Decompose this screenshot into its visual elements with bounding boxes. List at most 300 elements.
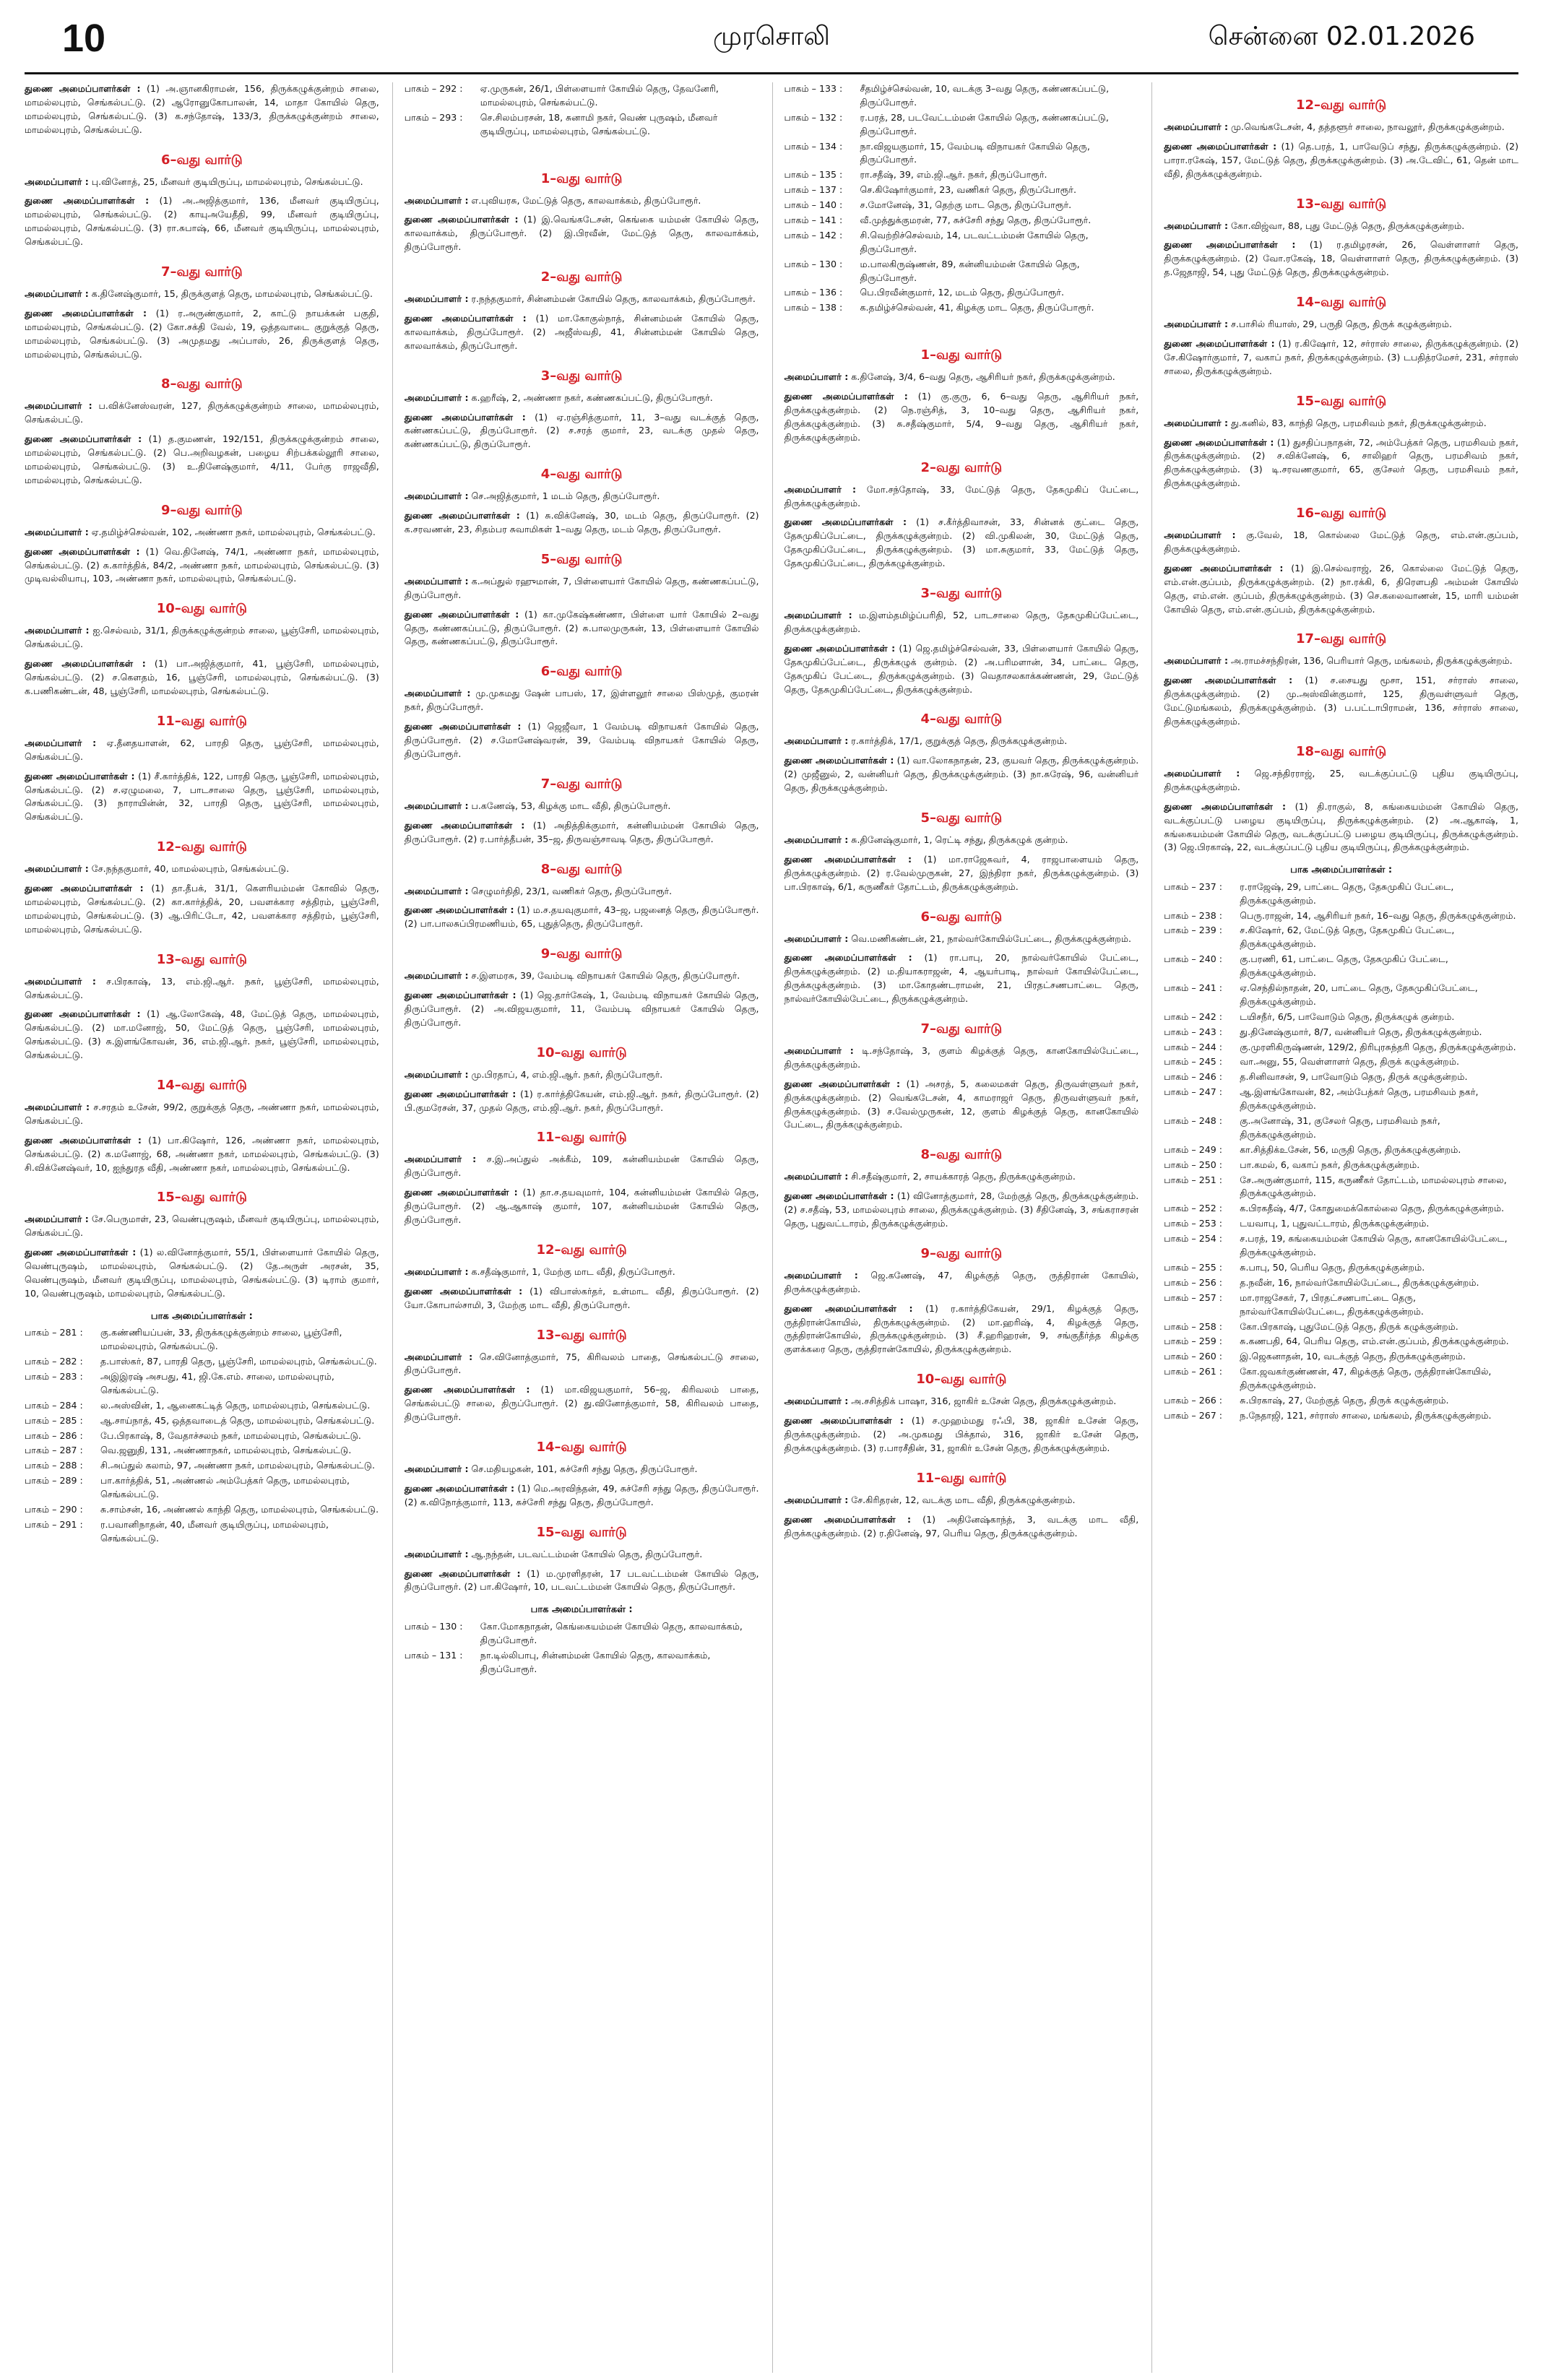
ward-heading: 4–வது வார்டு (540, 467, 623, 483)
member-entry (785, 1044, 1139, 1072)
member-details: எ.புவியரசு, மேட்டுத் தெரு, காலவாக்கம், திருப்போரூர். (471, 194, 701, 206)
booth-number: பாகம் – 247 : (1164, 1086, 1222, 1098)
role-label: அமைப்பாளர் : (1164, 220, 1228, 231)
newspaper-name: முரசொலி (713, 22, 830, 51)
ward-heading: 1–வது வார்டு (920, 347, 1003, 363)
member-entry (405, 608, 759, 649)
article-columns (25, 82, 1518, 2373)
role-label: அமைப்பாளர் : (25, 1213, 89, 1225)
member-entry (785, 1078, 1139, 1133)
role-label: அமைப்பாளர் : (404, 1351, 473, 1362)
booth-details: ஆ.இளங்கோவன், 82, அம்பேத்கர் தெரு, பரமசிவம் நகர், திருக்கழுக்குன்றம். (1240, 1086, 1479, 1112)
booth-number: பாகம் – 238 : (1164, 909, 1222, 921)
booth-number: பாகம் – 250 : (1164, 1159, 1222, 1170)
member-entry (785, 853, 1139, 894)
member-details: சி.சதீஷ்குமார், 2, சாயக்காரத் தெரு, திருக்கழுக்குன்றம். (851, 1171, 1076, 1182)
booth-details: கோ.ஜவகர்குண்ணன், 47, கிழக்குத் தெரு, ருத்திரான்கோயில், திருக்கழுக்குன்றம். (1240, 1366, 1492, 1391)
member-entry (405, 575, 759, 602)
role-label: துணை அமைப்பாளர்கள் : (784, 1190, 894, 1202)
member-entry (785, 932, 1139, 946)
member-details: (1) ச.முஹம்மது ரஃபி, 38, ஜாகிர் உசேன் தெரு, திருக்கழுக்குன்றம். (2) அ.முகமது பிக்தால், 316, ஜாகிர் உசேன் தெரு, திருக்கழுக்குன்றம். (3) ர.பாரசீதின், 31, ஜாகிர் உசேன் தெரு, திருக்கழுக்குன்றம். (784, 1415, 1139, 1453)
role-label: அமைப்பாளர் : (25, 176, 89, 187)
member-details: சே.நந்தகுமார், 40, மாமல்லபுரம், செங்கல்பட்டு. (91, 863, 290, 875)
member-entry (25, 1134, 379, 1175)
member-details: (1) அ.அஜித்குமார், 136, மீனவர் குடியிருப்பு, மாமல்லபுரம், செங்கல்பட்டு. (2) காயுஅயேதீதி, 99, மீனவர் குடியிருப்பு, மாமல்லபுரம், செங்கல்பட்டு. (3) ரா.சுபாஷ், 66, மீனவர் குடியிருப்பு, மாமல்லபுரம், செங்கல்பட்டு. (25, 195, 379, 248)
ward-heading: 12–வது வார்டு (156, 839, 247, 855)
role-label: அமைப்பாளர் : (25, 975, 96, 987)
booth-number: பாகம் – 251 : (1164, 1174, 1222, 1185)
booth-number: பாகம் – 130 : (404, 1620, 463, 1632)
booth-number: பாகம் – 245 : (1164, 1056, 1222, 1068)
role-label: துணை அமைப்பாளர்கள் : (404, 510, 520, 522)
booth-details: நா.விஜயகுமார், 15, வேம்படி விநாயகர் கோயில் தெரு, திருப்போரூர். (860, 140, 1090, 165)
booth-details: ர.பவானிநாதன், 40, மீனவர் குடியிருப்பு, மாமல்லபுரம், செங்கல்பட்டு. (100, 1518, 329, 1544)
booth-entry (25, 1399, 379, 1413)
role-label: அமைப்பாளர் : (404, 1463, 469, 1474)
role-label: துணை அமைப்பாளர்கள் : (404, 1088, 517, 1099)
booth-entry (785, 301, 1139, 315)
booth-entry (1164, 1217, 1518, 1231)
booth-number: பாகம் – 285 : (25, 1414, 83, 1426)
member-details: பு.வினோத், 25, மீனவர் குடியிருப்பு, மாமல்லபுரம், செங்கல்பட்டு. (91, 176, 363, 187)
booth-details: இ.ஜெகனாதன், 10, வடக்குத் தெரு, திருக்கழுக்குன்றம். (1240, 1351, 1466, 1362)
role-label: அமைப்பாளர் : (404, 293, 469, 305)
member-details: (1) ஜெ.தார்கேஷ், 1, வேம்படி விநாயகர் கோயில் தெரு, திருப்போரூர். (2) அ.விஜயகுமார், 11, வேம்படி விநாயகர் கோயில் தெரு, திருப்போரூர். (404, 990, 759, 1028)
member-details: செழுமர்திதி, 23/1, வணிகர் தெரு, திருப்போரூர். (471, 885, 673, 896)
booth-number: பாகம் – 130 : (784, 258, 843, 269)
member-details: (1) சு.விக்னேஷ், 30, மடம் தெரு, திருப்போரூர். (2) க.சரவணன், 23, சிதம்பர சுவாமிகள் 1–வது தெரு, மடம் தெரு, திருப்போரூர். (404, 510, 759, 535)
member-details: சே.கிரிதரன், 12, வடக்கு மாட வீதி, திருக்கழுக்குன்றம். (851, 1494, 1076, 1505)
booth-number: பாகம் – 243 : (1164, 1026, 1222, 1037)
role-label: துணை அமைப்பாளர்கள் : (784, 1078, 901, 1089)
member-entry (25, 882, 379, 937)
member-details: (1) ர.அருண்குமார், 2, காட்டு நாயக்கன் பகுதி, மாமல்லபுரம், செங்கல்பட்டு. (2) கோ.சக்தி வேல், 19, ஒத்தவாடை குறுக்குத் தெரு, மாமல்லபுரம், செங்கல்பட்டு. (3) அமுதமது அப்பாஸ், 26, திருக்குளத் தெரு, மாமல்லபுரம், செங்கல்பட்டு. (25, 307, 379, 360)
booth-details: வெ.ஜனுதி, 131, அண்ணாநகர், மாமல்லபுரம், செங்கல்பட்டு. (100, 1445, 352, 1456)
ward-heading: 7–வது வார்டு (920, 1021, 1003, 1037)
member-entry (25, 737, 379, 764)
role-label: துணை அமைப்பாளர்கள் : (1164, 436, 1274, 448)
member-details: ஜெ.கணேஷ், 47, கிழக்குத் தெரு, ருத்திரான் கோயில், திருக்கழுக்குன்றம். (784, 1269, 1139, 1294)
member-entry (405, 1068, 759, 1082)
role-label: துணை அமைப்பாளர்கள் : (404, 819, 525, 831)
booth-number: பாகம் – 293 : (404, 111, 463, 123)
role-label: அமைப்பாளர் : (25, 1101, 90, 1112)
member-details: க.சதீஷ்குமார், 1, மேற்கு மாட வீதி, திருப்போரூர். (471, 1265, 675, 1277)
booth-number: பாகம் – 281 : (25, 1327, 83, 1338)
booth-details: சீதமிழ்ச்செல்வன், 10, வடக்கு 3–வது தெரு, கண்ணகப்பட்டு, திருப்போரூர். (860, 83, 1110, 108)
member-entry (1164, 337, 1518, 378)
booth-number: பாகம் – 258 : (1164, 1320, 1222, 1332)
role-label: துணை அமைப்பாளர்கள் : (404, 1567, 521, 1579)
ward-heading: 5–வது வார்டு (540, 551, 623, 567)
member-entry (1164, 654, 1518, 668)
member-details: (1) இ.செல்வராஜ், 26, கொல்லை மேட்டுத் தெரு, எம்.என்.குப்பம், திருக்கழுக்குன்றம். (2) நா.ரக்கி, 6, திரௌபதி அம்மன் கோயில் தெரு, எம்.என். குப்பம், திருக்கழுக்குன்றம். (3) செ.கலைவாணன், 15, மாரி யம்மன் கோயில் தெரு, எம்.என்.குப்பம், திருக்கழுக்குன்றம். (1164, 562, 1518, 615)
role-label: துணை அமைப்பாளர்கள் : (784, 755, 894, 766)
booth-entry (1164, 1394, 1518, 1408)
member-details: ச.பிரகாஷ், 13, எம்.ஜி.ஆர். நகர், பூஞ்சேரி, மாமல்லபுரம், செங்கல்பட்டு. (25, 975, 379, 1000)
booth-entry (785, 183, 1139, 197)
member-details: (1) அதினேஷ்காந்த், 3, வடக்கு மாட வீதி, திருக்கழுக்குன்றம். (2) ர.தினேஷ், 97, பெரிய தெரு, திருக்கழுக்குன்றம். (784, 1513, 1139, 1539)
member-entry (785, 1190, 1139, 1231)
booth-details: சி.அப்துல் கலாம், 97, அண்ணா நகர், மாமல்லபுரம், செங்கல்பட்டு. (100, 1460, 375, 1471)
ward-heading: 8–வது வார்டு (161, 376, 243, 392)
booth-entry (1164, 1409, 1518, 1423)
member-details: ச.பாசில் ரியாஸ், 29, பருதி தெரு, திருக் கழுக்குன்றம். (1231, 319, 1452, 330)
role-label: துணை அமைப்பாளர்கள் : (1164, 338, 1275, 350)
booth-number: பாகம் – 249 : (1164, 1143, 1222, 1155)
member-details: (1) ரா.பாபு, 20, நால்வர்கோயில் பேட்டை, திருக்கழுக்குன்றம். (2) ம.தியாகராஜன், 4, ஆயர்பாடி, நால்வர் கோயில்பேட்டை, திருக்கழுக்குன்றம். (3) மா.கோதண்டராமன், 21, பிரதட்சணபாட்டை தெரு, நால்வர்கோயில்பேட்டை, திருக்கழுக்குன்றம். (784, 952, 1139, 1005)
member-entry (785, 951, 1139, 1006)
member-entry (25, 399, 379, 427)
role-label: அமைப்பாளர் : (784, 1395, 849, 1407)
member-entry (405, 293, 759, 306)
role-label: அமைப்பாளர் : (404, 1265, 469, 1277)
member-details: (1) மா.கோகுல்நாத், சின்னம்மன் கோயில் தெரு, காலவாக்கம், திருப்போரூர். (2) அஜீஸ்வதி, 41, சின்னம்மன் கோயில் தெரு, காலவாக்கம், திருப்போரூர். (404, 313, 759, 351)
member-details: க.தினேஷ், 3/4, 6–வது தெரு, ஆசிரியர் நகர், திருக்கழுக்குன்றம். (851, 371, 1115, 383)
member-entry (1164, 529, 1518, 556)
member-entry (405, 312, 759, 353)
member-entry (1164, 121, 1518, 134)
role-label: அமைப்பாளர் : (1164, 767, 1240, 779)
ward-heading: 17–வது வார்டு (1295, 631, 1387, 647)
member-entry (785, 754, 1139, 795)
member-entry (25, 307, 379, 362)
booth-number: பாகம் – 242 : (1164, 1011, 1222, 1022)
member-details: (1) ச.கீர்த்திவாசன், 33, சின்னக் குட்டை தெரு, தேசுமுகிப்பேட்டை, திருக்கழுக்குன்றம். (2) வி.முகிலன், 30, மேட்டுத் தெரு, தேசுமுகிப்பேட்டை, திருக்கழுக்குன்றம். (3) மா.சுகுமார், 33, மேட்டுத் தெரு, தேசுமுகிப்பேட்டை, திருக்கழுக்குன்றம். (784, 516, 1139, 569)
member-entry (405, 1567, 759, 1595)
member-details: (1) ம.முரளிதரன், 17 படவட்டம்மன் கோயில் தெரு, திருப்போரூர். (2) பா.கிஷோர், 10, படவட்டம்மன் கோயில் தெரு, திருப்போரூர். (404, 1567, 759, 1593)
booth-details: ந.நேதாஜி, 121, சர்ராஸ் சாலை, மங்கலம், திருக்கழுக்குன்றம். (1240, 1409, 1492, 1421)
member-details: அ.சசித்திக் பாஷா, 316, ஜாகிர் உசேன் தெரு, திருக்கழுக்குன்றம். (851, 1395, 1117, 1407)
ward-heading: 10–வது வார்டு (536, 1044, 627, 1060)
booth-details: டயவாபு, 1, புதுவட்டாரம், திருக்கழுக்குன்றம். (1240, 1218, 1430, 1229)
member-details: (1) கு.குரு, 6, 6–வது தெரு, ஆசிரியர் நகர், திருக்கழுக்குன்றம். (2) நெ.ரஞ்சித், 3, 10–வது தெரு, ஆசிரியர் நகர், திருக்கழுக்குன்றம். (3) சு.சதீஷ்குமார், 5/4, 9–வது தெரு, ஆசிரியர் நகர், திருக்கழுக்குன்றம். (784, 391, 1139, 443)
role-label: துணை அமைப்பாளர்கள் : (1164, 562, 1284, 574)
member-details: (1) ர.கிஷோர், 12, சர்ராஸ் சாலை, திருக்கழுக்குன்றம். (2) சே.கிஷோர்குமார், 7, வகாப் நகர், திருக்கழுக்குன்றம். (3) டபதித்ரமேசர், 231, சர்ராஸ் சாலை, திருக்கழுக்குன்றம். (1164, 338, 1518, 376)
member-details: மு.வெங்கடேசன், 4, தத்தளூர் சாலை, நாவலூர், திருக்கழுக்குன்றம். (1231, 121, 1505, 132)
booth-entry (1164, 1026, 1518, 1039)
member-details: வெ.மணிகண்டன், 21, நால்வர்கோயில்பேட்டை, திருக்கழுக்குன்றம். (851, 932, 1131, 944)
ward-heading: 6–வது வார்டு (920, 909, 1003, 925)
member-entry (405, 1548, 759, 1562)
member-entry (405, 1153, 759, 1180)
role-label: அமைப்பாளர் : (784, 1494, 849, 1505)
booth-entry (1164, 1159, 1518, 1172)
ward-heading: 14–வது வார்டு (156, 1077, 247, 1093)
booth-entry (1164, 1055, 1518, 1069)
member-details: க.அப்துல் ரஹுமான், 7, பிள்ளையார் கோயில் தெரு, கண்ணகப்பட்டு, திருப்போரூர். (404, 575, 759, 600)
ward-heading: 7–வது வார்டு (161, 264, 243, 280)
booth-number: பாகம் – 239 : (1164, 925, 1222, 936)
member-details: (1) ல.வினோத்குமார், 55/1, பிள்ளையார் கோயில் தெரு, வெண்புருஷம், மாமல்லபுரம், செங்கல்பட்டு. (2) தே.அருள் அரசன், 35, வெண்புருஷம், மீனவர் குடியிருப்பு, மாமல்லபுரம், செங்கல்பட்டு. (3) டிராம் குமார், 10, வெண்புருஷம், மாமல்லபுரம், செங்கல்பட்டு. (25, 1247, 379, 1299)
section-subheading: பாக அமைப்பாளர்கள் : (150, 1310, 253, 1322)
booth-details: கு.முரளிகிருஷ்ணன், 129/2, திரிபுரசுந்தரி தெரு, திருக்கழுக்குன்றம். (1240, 1041, 1516, 1052)
member-details: (1) ஏ.ரஞ்சித்குமார், 11, 3–வது வடக்குத் தெரு, கண்ணகப்பட்டு, திருப்போரூர். (2) ச.சரத் குமார், 23, வடக்கு முதல் தெரு, கண்ணகப்பட்டு, திருப்போரூர். (404, 411, 759, 450)
member-entry (785, 1494, 1139, 1507)
role-label: அமைப்பாளர் : (1164, 121, 1228, 132)
booth-number: பாகம் – 142 : (784, 229, 843, 241)
member-entry (25, 624, 379, 652)
booth-number: பாகம் – 252 : (1164, 1203, 1222, 1214)
booth-details: சி.வெற்றிச்செல்வம், 14, படவட்டம்மன் கோயில் தெரு, திருப்போரூர். (860, 229, 1089, 254)
member-entry (405, 904, 759, 931)
member-entry (405, 1383, 759, 1424)
member-entry (785, 516, 1139, 571)
ward-heading: 15–வது வார்டு (536, 1524, 627, 1540)
member-details: (1) ஆ.லோகேஷ், 48, மேட்டுத் தெரு, மாமல்லபுரம், செங்கல்பட்டு. (2) மா.மனோஜ், 50, மேட்டுத் தெரு, பூஞ்சேரி, மாமல்லபுரம், செங்கல்பட்டு. (3) சு.இளங்கோவன், 36, எம்.ஜி.ஆர். நகர், பூஞ்சேரி, மாமல்லபுரம், செங்கல்பட்டு. (25, 1008, 379, 1061)
ward-heading: 7–வது வார்டு (540, 776, 623, 792)
ward-heading: 15–வது வார்டு (156, 1190, 247, 1206)
member-details: ச.இ.அப்துல் அக்கீம், 109, கன்னியம்மன் கோயில் தெரு, திருப்போரூர். (404, 1154, 759, 1179)
member-entry (405, 687, 759, 714)
ward-heading: 1–வது வார்டு (540, 170, 623, 186)
member-entry (1164, 417, 1518, 430)
member-details: (1) ர.கார்த்திகேயன், எம்.ஜி.ஆர். நகர், திருப்போரூர். (2) பி.குமரேசன், 37, முதல் தெரு, எம்.ஜி.ஆர். நகர், திருப்போரூர். (404, 1088, 759, 1113)
member-entry (25, 975, 379, 1003)
member-details: (1) பா.அஜித்குமார், 41, பூஞ்சேரி, மாமல்லபுரம், செங்கல்பட்டு. (2) ச.கௌதம், 16, பூஞ்சேரி, மாமல்லபுரம், செங்கல்பட்டு. (3) க.பணிகண்டன், 48, பூஞ்சேரி, மாமல்லபுரம், செங்கல்பட்டு. (25, 658, 379, 696)
booth-entry (25, 1326, 379, 1354)
booth-entry (1164, 880, 1518, 908)
role-label: துணை அமைப்பாளர்கள் : (25, 433, 142, 445)
member-details: செ.மதியழகன், 101, சுச்சேரி சந்து தெரு, திருப்போரூர். (471, 1463, 698, 1474)
role-label: துணை அமைப்பாளர்கள் : (784, 516, 907, 528)
role-label: துணை அமைப்பாளர்கள் : (404, 1285, 523, 1297)
role-label: அமைப்பாளர் : (404, 1548, 469, 1559)
role-label: துணை அமைப்பாளர்கள் : (404, 214, 519, 225)
member-entry (25, 657, 379, 698)
role-label: அமைப்பாளர் : (1164, 417, 1228, 428)
booth-number: பாகம் – 131 : (404, 1649, 463, 1661)
booth-entry (785, 82, 1139, 110)
member-entry (25, 526, 379, 540)
ward-heading: 13–வது வார்டு (536, 1327, 627, 1343)
role-label: அமைப்பாளர் : (404, 1068, 469, 1080)
member-entry (785, 1269, 1139, 1297)
role-label: துணை அமைப்பாளர்கள் : (25, 1247, 137, 1258)
booth-details: ச.பரத், 19, சுங்கையம்மன் கோயில் தெரு, கானகோயில்பேட்டை, திருக்கழுக்குன்றம். (1240, 1233, 1508, 1258)
member-details: (1) த.குமணன், 192/151, திருக்கழுக்குன்றம் சாலை, மாமல்லபுரம், செங்கல்பட்டு. (2) பெ.அறிவழகன், பழைய சிற்பக்கல்லூரி சாலை, மாமல்லபுரம், செங்கல்பட்டு. (3) உ.தினேஷ்குமார், 4/11, பேர்கு ராஜவீதி, மாமல்லபுரம், செங்கல்பட்டு. (25, 433, 379, 485)
booth-entry (1164, 924, 1518, 951)
booth-number: பாகம் – 256 : (1164, 1276, 1222, 1288)
role-label: துணை அமைப்பாளர்கள் : (25, 658, 146, 670)
member-details: (1) அ.ஞானகிராமன், 156, திருக்கழுக்குன்றம் சாலை, மாமல்லபுரம், செங்கல்பட்டு. (2) ஆரோனுகோபாலன், 14, மாதா கோயில் தெரு, மாமல்லபுரம், செங்கல்பட்டு. (3) க.சந்தோஷ், 133/3, திருக்கழுக்குன்றம் சாலை, மாமல்லபுரம், செங்கல்பட்டு. (25, 83, 379, 135)
booth-number: பாகம் – 288 : (25, 1460, 83, 1471)
booth-details: வா.அனு, 55, வெள்ளாளர் தெரு, திருக் கழுக்குன்றம். (1240, 1056, 1459, 1068)
role-label: அமைப்பாளர் : (404, 800, 469, 811)
member-details: (1) ஜெ.தமிழ்ச்செல்வன், 33, பிள்ளையார் கோயில் தெரு, தேசுமுகிப்பேட்டை, திருக்கழுக் குன்றம். (2) அ.பரிமளான், 34, பாட்டை தெரு, தேசுமுகிப் பேட்டை, திருக்கழுக்குன்றம். (3) வெதாசலகாக்கண்ணன், 29, மேட்டுத் தெரு, தேசுமுகிப்பேட்டை, திருக்கழுக்குன்றம். (784, 642, 1139, 695)
booth-entry (405, 111, 759, 139)
member-entry (785, 390, 1139, 445)
member-details: ஐ.செல்வம், 31/1, திருக்கழுக்குன்றம் சாலை, பூஞ்சேரி, மாமல்லபுரம், செங்கல்பட்டு. (25, 625, 379, 650)
member-entry (405, 213, 759, 254)
booth-number: பாகம் – 260 : (1164, 1351, 1222, 1362)
member-details: (1) ம.ச.தயவுகுமார், 43–ஜ, பஜனைத் தெரு, திருப்போரூர். (2) பா.பாலசுப்பிரமணியம், 65, புதுத்தெரு, திருப்போரூர். (404, 904, 759, 930)
member-details: (1) இ.வெங்கடேசன், கெங்கை யம்மன் கோயில் தெரு, காலவாக்கம், திருப்போரூர். (2) இ.பிரவீன், மேட்டுத் தெரு, காலவாக்கம், திருப்போரூர். (404, 214, 759, 253)
booth-details: கா.சித்திக்உசேன், 56, மருதி தெரு, திருக்கழுக்குன்றம். (1240, 1143, 1461, 1155)
booth-entry (1164, 1335, 1518, 1349)
booth-details: த.நவீன், 16, நால்வர்கோயில்பேட்டை, திருக்கழுக்குன்றம். (1240, 1276, 1479, 1288)
booth-entry (1164, 1261, 1518, 1275)
booth-entry (405, 1620, 759, 1648)
member-details: (1) சீ.கார்த்திக், 122, பாரதி தெரு, பூஞ்சேரி, மாமல்லபுரம், செங்கல்பட்டு. (2) ச.ஏழுமலை, 7, பாடசாலை தெரு, பூஞ்சேரி, மாமல்லபுரம், செங்கல்பட்டு. (3) நாராயின்ன், 32, பாரதி தெரு, பூஞ்சேரி, மாமல்லபுரம், செங்கல்பட்டு. (25, 770, 379, 823)
column-3 (772, 82, 1139, 2373)
booth-number: பாகம் – 282 : (25, 1356, 83, 1367)
ward-heading: 8–வது வார்டு (920, 1147, 1003, 1163)
member-details: (1) வினோத்குமார், 28, மேற்குத் தெரு, திருக்கழுக்குன்றம். (2) ச.சதீஷ், 53, மாமல்லபுரம் சாலை, திருக்கழுக்குன்றம். (3) சீதினேஷ், 3, சங்கராசரன் தெரு, புதுவட்டாரம், திருக்கழுக்குன்றம். (784, 1190, 1139, 1229)
ward-heading: 18–வது வார்டு (1295, 743, 1387, 759)
spacer (405, 140, 759, 156)
member-details: க.ஹரீஷ், 2, அண்ணா நகர், கண்ணகப்பட்டு, திருப்போரூர். (471, 391, 713, 403)
booth-entry (25, 1444, 379, 1458)
role-label: துணை அமைப்பாளர்கள் : (25, 545, 140, 557)
member-details: (1) துசதிப்பநாதன், 72, அம்பேத்கர் தெரு, பரமசிவம் நகர், திருக்கழுக்குன்றம். (2) ச.விக்னேஷ், 6, சாலிஹர் தெரு, பரமசிவம் நகர், திருக்கழுக்குன்றம். (3) டி.சரவணகுமார், 65, குசேலர் தெரு, பரமசிவம் நகர், திருக்கழுக்குன்றம். (1164, 436, 1518, 489)
member-entry (405, 1285, 759, 1312)
member-entry (405, 509, 759, 537)
booth-number: பாகம் – 257 : (1164, 1291, 1222, 1303)
role-label: துணை அமைப்பாளர்கள் : (784, 853, 912, 865)
role-label: துணை அமைப்பாளர்கள் : (25, 307, 147, 319)
ward-heading: 16–வது வார்டு (1295, 506, 1387, 522)
member-entry (785, 1170, 1139, 1184)
booth-details: ல.அஸ்வின், 1, ஆனைகட்டித் தெரு, மாமல்லபுரம், செங்கல்பட்டு. (100, 1399, 371, 1411)
member-entry (405, 1482, 759, 1510)
role-label: துணை அமைப்பாளர்கள் : (404, 411, 526, 423)
booth-number: பாகம் – 132 : (784, 111, 843, 123)
booth-details: நா.டில்லிபாபு, சின்னம்மன் கோயில் தெரு, காலவாக்கம், திருப்போரூர். (480, 1649, 711, 1674)
role-label: துணை அமைப்பாளர்கள் : (25, 195, 150, 207)
member-details: டி.சந்தோஷ், 3, குளம் கிழக்குத் தெரு, கானகோயில்பேட்டை, திருக்கழுக்குன்றம். (784, 1044, 1139, 1070)
member-entry (405, 885, 759, 899)
member-entry (405, 989, 759, 1030)
booth-number: பாகம் – 244 : (1164, 1041, 1222, 1052)
role-label: அமைப்பாளர் : (404, 391, 469, 403)
member-entry (405, 1463, 759, 1476)
booth-number: பாகம் – 254 : (1164, 1233, 1222, 1245)
member-details: (1) விபாஸ்கர்தர், உள்மாட வீதி, திருப்போரூர். (2) யோ.கோபால்சாமி, 3, மேற்கு மாட வீதி, திருப்போரூர். (404, 1285, 759, 1310)
booth-number: பாகம் – 267 : (1164, 1409, 1222, 1421)
ward-heading: 10–வது வார்டு (916, 1372, 1007, 1388)
ward-heading: 11–வது வார்டு (916, 1470, 1007, 1486)
ward-heading: 14–வது வார்டு (536, 1439, 627, 1455)
role-label: அமைப்பாளர் : (784, 1044, 854, 1056)
booth-details: ர.பரத், 28, படவேட்டம்மன் கோயில் தெரு, கண்ணகப்பட்டு, திருப்போரூர். (860, 111, 1109, 137)
member-entry (25, 82, 379, 137)
booth-number: பாகம் – 291 : (25, 1518, 83, 1530)
member-details: (1) மெ.அரவிந்தன், 49, சுச்சேரி சந்து தெரு, திருப்போரூர். (2) க.விநோத்குமார், 113, சுச்சேரி சந்து தெரு, திருப்போரூர். (404, 1482, 759, 1507)
member-entry (1164, 318, 1518, 332)
member-entry (405, 969, 759, 983)
role-label: துணை அமைப்பாளர்கள் : (25, 770, 135, 782)
booth-details: ம.பாலகிருஷ்ணன், 89, கன்னியம்மன் கோயில் தெரு, திருப்போரூர். (860, 258, 1080, 283)
member-entry (405, 819, 759, 847)
member-entry (1164, 238, 1518, 280)
booth-entry (785, 214, 1139, 228)
booth-entry (785, 229, 1139, 256)
booth-details: சு.பாபு, 50, பெரிய தெரு, திருக்கழுக்குன்றம். (1240, 1261, 1425, 1273)
role-label: துணை அமைப்பாளர்கள் : (404, 904, 514, 916)
member-entry (1164, 436, 1518, 491)
role-label: அமைப்பாளர் : (784, 735, 849, 747)
ward-heading: 14–வது வார்டு (1295, 295, 1387, 311)
member-entry (25, 1008, 379, 1063)
role-label: அமைப்பாளர் : (1164, 529, 1236, 541)
ward-heading: 10–வது வார்டு (156, 601, 247, 617)
booth-number: பாகம் – 284 : (25, 1399, 83, 1411)
member-details: (1) தி.ராகுல், 8, சுங்கையம்மன் கோயில் தெரு, வடக்குப்பட்டு பழைய குடியிருப்பு, திருக்கழுக்குன்றம். (2) அ.ஆகாஷ், 1, சுங்கையம்மன் கோயில் தெரு, வடக்குப்பட்டு பழைய குடியிருப்பு, திருக்கழுக்குன்றம். (3) ஜெ.பிரகாஷ், 22, வடக்குப்பட்டு புதிய குடியிருப்பு, திருக்கழுக்குன்றம். (1164, 800, 1518, 853)
member-details: (1) ஜெஜீவா, 1 வேம்படி விநாயகர் கோயில் தெரு, திருப்போரூர். (2) ச.மோனேஷ்வரன், 39, வேம்படி விநாயகர் கோயில் தெரு, திருப்போரூர். (404, 721, 759, 759)
ward-heading: 6–வது வார்டு (161, 152, 243, 168)
booth-number: பாகம் – 259 : (1164, 1336, 1222, 1347)
booth-entry (25, 1459, 379, 1473)
booth-details: சே.அருண்குமார், 115, கருணீகர் தோட்டம், மாமல்லபுரம் சாலை, திருக்கழுக்குன்றம். (1240, 1174, 1507, 1199)
member-entry (405, 411, 759, 452)
role-label: துணை அமைப்பாளர்கள் : (404, 1384, 530, 1395)
booth-number: பாகம் – 135 : (784, 169, 843, 181)
role-label: துணை அமைப்பாளர்கள் : (784, 642, 896, 654)
booth-number: பாகம் – 290 : (25, 1503, 83, 1515)
booth-number: பாகம் – 248 : (1164, 1115, 1222, 1127)
role-label: அமைப்பாளர் : (25, 526, 89, 537)
booth-details: கோ.மோகநாதன், கெங்கையம்மன் கோயில் தெரு, காலவாக்கம், திருப்போரூர். (480, 1620, 743, 1645)
member-details: ஜெ.சந்திரராஜ், 25, வடக்குப்பட்டு புதிய குடியிருப்பு, திருக்கழுக்குன்றம். (1164, 767, 1518, 792)
role-label: அமைப்பாளர் : (404, 194, 469, 206)
booth-details: கு.கண்ணியப்பன், 33, திருக்கழுக்குன்றம் சாலை, பூஞ்சேரி, மாமல்லபுரம், செங்கல்பட்டு. (100, 1327, 342, 1352)
role-label: அமைப்பாளர் : (784, 1269, 858, 1281)
booth-entry (1164, 1011, 1518, 1024)
role-label: துணை அமைப்பாளர்கள் : (784, 391, 908, 402)
booth-number: பாகம் – 292 : (404, 83, 463, 94)
member-entry (1164, 562, 1518, 617)
member-entry (785, 1513, 1139, 1541)
booth-entry (1164, 982, 1518, 1009)
member-details: (1) ர.கார்த்திகேயன், 29/1, கிழக்குத் தெரு, ருத்திரான்கோயில், திருக்கழுக்குன்றம். (2) மா.ஹரிஷ், 4, கிழக்குத் தெரு, ருத்திரான்கோயில், திருக்கழுக்குன்றம். (3) சீ.ஹரிஹரன், 9, சங்குதீர்த்த கிழக்கு குளக்கரை தெரு, ருத்திரான்கோயில், திருக்கழுக்குன்றம். (784, 1302, 1139, 1355)
role-label: அமைப்பாளர் : (404, 688, 471, 699)
member-entry (25, 545, 379, 587)
member-entry (405, 1351, 759, 1378)
member-entry (25, 194, 379, 249)
booth-entry (1164, 1320, 1518, 1334)
member-details: (1) அதித்திக்குமார், கன்னியம்மன் கோயில் தெரு, திருப்போரூர். (2) ர.பார்த்தீபன், 35–ஜ, திருவஞ்சாவடி தெரு, திருப்போரூர். (404, 819, 759, 844)
ward-heading: 9–வது வார்டு (920, 1245, 1003, 1261)
member-entry (785, 371, 1139, 384)
member-entry (25, 433, 379, 488)
member-details: மோ.சந்தோஷ், 33, மேட்டுத் தெரு, தேசுமுகிப் பேட்டை, திருக்கழுக்குன்றம். (784, 483, 1139, 509)
member-details: (1) கா.முகேஷ்கண்ணா, பிள்ளை யார் கோயில் 2–வது தெரு, கண்ணகப்பட்டு, திருப்போரூர். (2) சு.பாலமுருகன், 13, பிள்ளையார் கோயில் தெரு, கண்ணகப்பட்டு, திருப்போரூர். (404, 608, 759, 647)
booth-entry (785, 111, 1139, 139)
member-details: ச.இளமரசு, 39, வேம்படி விநாயகர் கோயில் தெரு, திருப்போரூர். (471, 970, 740, 982)
booth-details: பா.கமல், 6, வகாப் நகர், திருக்கழுக்குன்றம். (1240, 1159, 1420, 1170)
column-4 (1151, 82, 1518, 2373)
booth-details: சு.கணபதி, 64, பெரிய தெரு, எம்.என்.குப்பம், திருக்கழுக்குன்றம். (1240, 1336, 1509, 1347)
member-entry (25, 770, 379, 825)
role-label: அமைப்பாளர் : (25, 737, 97, 748)
booth-number: பாகம் – 237 : (1164, 880, 1222, 892)
booth-number: பாகம் – 255 : (1164, 1261, 1222, 1273)
booth-number: பாகம் – 283 : (25, 1370, 83, 1382)
booth-details: ஏ.செந்தில்நாதன், 20, பாட்டை தெரு, தேசுமுகிப்பேட்டை, திருக்கழுக்குன்றம். (1240, 982, 1478, 1007)
member-details: து.கனில், 83, காந்தி தெரு, பரமசிவம் நகர், திருக்கழுக்குன்றம். (1231, 417, 1487, 428)
member-entry (25, 862, 379, 876)
role-label: துணை அமைப்பாளர்கள் : (784, 1415, 904, 1427)
dateline: சென்னை 02.01.2026 (1208, 22, 1475, 51)
member-entry (1164, 220, 1518, 233)
booth-details: சு.சாம்சன், 16, அண்ணல் காந்தி தெரு, மாமல்லபுரம், செங்கல்பட்டு. (100, 1503, 379, 1515)
member-entry (785, 1414, 1139, 1455)
ward-heading: 13–வது வார்டு (1295, 196, 1387, 212)
booth-entry (25, 1370, 379, 1398)
role-label: துணை அமைப்பாளர்கள் : (1164, 239, 1296, 251)
member-details: (1) மா.ராஜேசுவர், 4, ராஜபாளையம் தெரு, திருக்கழுக்குன்றம். (2) ர.வேல்முருகன், 27, இந்திரா நகர், திருக்கழுக்குன்றம். (3) பா.பிரகாஷ், 6/1, கருணீகர் தோட்டம், திருக்கழுக்குன்றம். (784, 853, 1139, 892)
